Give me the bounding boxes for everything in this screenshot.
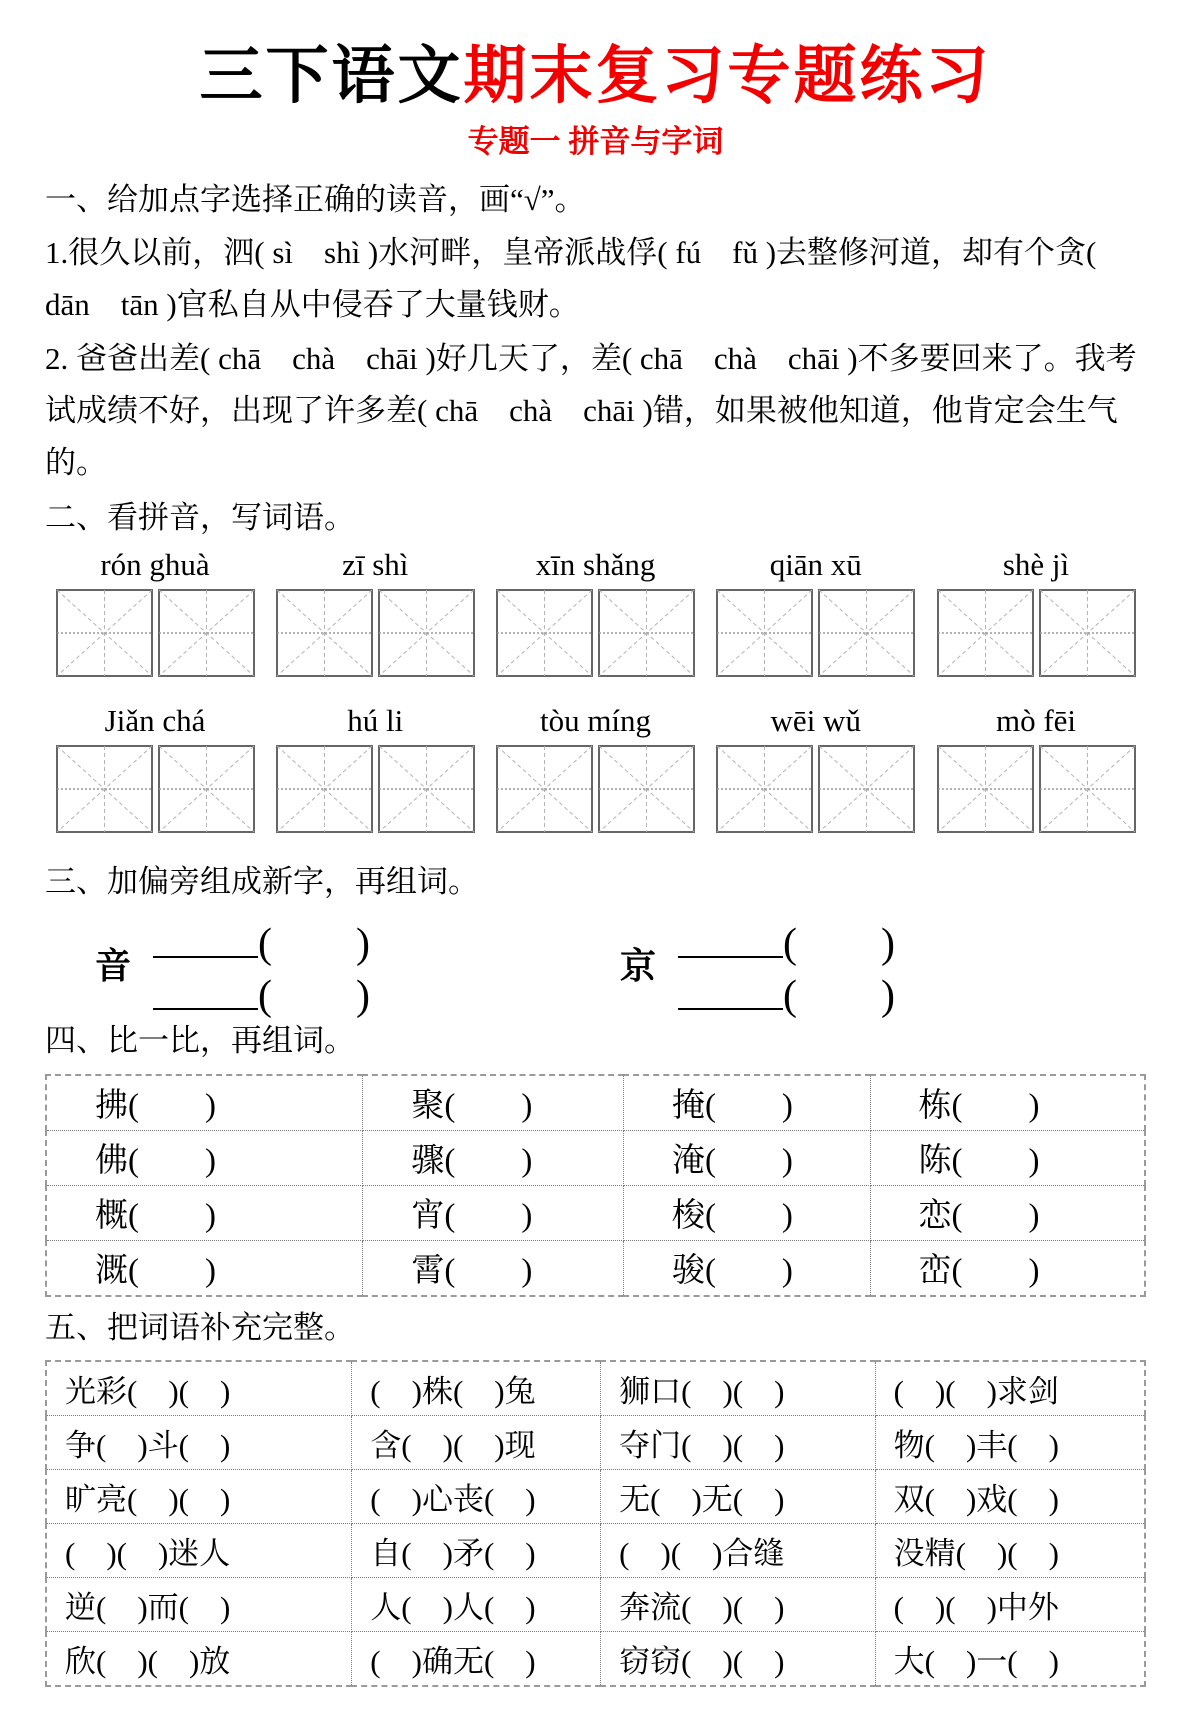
section1-item-1: 1.很久以前，泗( sì shì )水河畔，皇帝派战俘( fú fǔ )去整修河道，却有个贪( dān tān )官私自从中侵吞了大量钱财。: [45, 235, 1097, 323]
answer-lines: [678, 916, 895, 1020]
writing-grid-box: [1039, 589, 1136, 677]
radical-item: [620, 916, 895, 1020]
word-cell: 骏( ): [623, 1240, 870, 1296]
word-cell: 双( )戏( ): [875, 1470, 1145, 1524]
word-cell: 物( )丰( ): [875, 1416, 1145, 1470]
subtitle: 专题一 拼音与字词: [467, 124, 724, 160]
answer-line: [678, 968, 895, 1020]
writing-grid-box: [598, 745, 695, 833]
writing-grid-box: [56, 745, 153, 833]
answer-blank: [678, 970, 783, 1010]
writing-grid-box: [1039, 745, 1136, 833]
pinyin-word-group: [496, 545, 696, 677]
answer-blank: [153, 918, 258, 958]
pinyin-word-group: [936, 701, 1136, 833]
word-cell: ( )( )中外: [875, 1578, 1145, 1632]
pinyin-label: xīn shǎng: [535, 546, 656, 582]
word-cell: ( )( )求剑: [875, 1361, 1145, 1416]
writing-boxes: [276, 589, 475, 677]
word-cell: 争( )斗( ): [46, 1416, 352, 1470]
answer-blank: [678, 918, 783, 958]
pinyin-word-group: [275, 545, 475, 677]
word-cell: 欣( )( )放: [46, 1632, 352, 1687]
word-cell: 拂( ): [46, 1075, 363, 1131]
word-cell: 含( )( )现: [352, 1416, 601, 1470]
table-row: [46, 1240, 1145, 1296]
word-cell: 淹( ): [623, 1130, 870, 1185]
word-cell: 骤( ): [363, 1130, 624, 1185]
section-pronunciation: [45, 175, 1146, 489]
table-row: [46, 1130, 1145, 1185]
word-cell: 无( )无( ): [601, 1470, 876, 1524]
title-red-part: 期末复习专题练习: [463, 41, 992, 111]
page-title: [45, 40, 1146, 112]
word-cell: 概( ): [46, 1185, 363, 1240]
answer-blank: [153, 970, 258, 1010]
word-cell: 没精( )( ): [875, 1524, 1145, 1578]
pinyin-label: wēi wǔ: [770, 702, 861, 738]
base-character: 京: [620, 945, 657, 986]
section1-heading: 一、给加点字选择正确的读音，画“√”。: [45, 182, 586, 218]
pinyin-label: tòu míng: [539, 702, 652, 738]
writing-grid-box: [378, 589, 475, 677]
word-cell: 梭( ): [623, 1185, 870, 1240]
word-cell: 陈( ): [870, 1130, 1145, 1185]
writing-grid-box: [158, 745, 255, 833]
pinyin-label: Jiǎn chá: [104, 702, 206, 738]
word-parentheses: ( ): [258, 973, 370, 1020]
base-character: 音: [95, 945, 132, 986]
writing-grid-box: [496, 589, 593, 677]
pinyin-word-group: [716, 545, 916, 677]
word-cell: ( )( )迷人: [46, 1524, 352, 1578]
writing-boxes: [716, 745, 915, 833]
word-cell: 峦( ): [870, 1240, 1145, 1296]
word-cell: 窃窃( )( ): [601, 1632, 876, 1687]
word-parentheses: ( ): [783, 921, 895, 968]
writing-boxes: [496, 745, 695, 833]
pinyin-row: [45, 701, 1146, 833]
writing-boxes: [937, 589, 1136, 677]
writing-grid-box: [818, 589, 915, 677]
table-row: [46, 1470, 1145, 1524]
word-cell: 旷亮( )( ): [46, 1470, 352, 1524]
pinyin-word-group: [55, 545, 255, 677]
word-cell: 自( )矛( ): [352, 1524, 601, 1578]
word-cell: ( )确无( ): [352, 1632, 601, 1687]
answer-line: [153, 968, 370, 1020]
answer-line: [153, 916, 370, 968]
word-cell: ( )心丧( ): [352, 1470, 601, 1524]
compare-words-table: [45, 1074, 1146, 1297]
writing-grid-box: [937, 589, 1034, 677]
word-cell: 恋( ): [870, 1185, 1145, 1240]
table-row: [46, 1075, 1145, 1131]
word-cell: 掩( ): [623, 1075, 870, 1131]
writing-boxes: [276, 745, 475, 833]
word-cell: ( )( )合缝: [601, 1524, 876, 1578]
word-cell: 佛( ): [46, 1130, 363, 1185]
word-cell: 聚( ): [363, 1075, 624, 1131]
writing-grid-box: [716, 745, 813, 833]
word-cell: 光彩( )( ): [46, 1361, 352, 1416]
pinyin-word-group: [275, 701, 475, 833]
table-row: [46, 1578, 1145, 1632]
word-cell: 溉( ): [46, 1240, 363, 1296]
writing-grid-box: [276, 745, 373, 833]
word-cell: 栋( ): [870, 1075, 1145, 1131]
writing-boxes: [56, 745, 255, 833]
pinyin-row: [45, 545, 1146, 677]
pinyin-label: hú li: [347, 702, 404, 738]
pinyin-label: shè jì: [1002, 546, 1070, 582]
complete-idioms-table: [45, 1360, 1146, 1687]
word-parentheses: ( ): [258, 921, 370, 968]
answer-lines: [153, 916, 370, 1020]
section2-heading: 二、看拼音，写词语。: [45, 500, 355, 536]
pinyin-word-group: [55, 701, 255, 833]
writing-grid-box: [378, 745, 475, 833]
table-row: [46, 1632, 1145, 1687]
word-cell: 奔流( )( ): [601, 1578, 876, 1632]
pinyin-label: qiān xū: [769, 546, 862, 582]
writing-boxes: [496, 589, 695, 677]
pinyin-word-group: [936, 545, 1136, 677]
word-cell: 人( )人( ): [352, 1578, 601, 1632]
section-compare-words: [45, 1016, 1146, 1297]
section1-item-2: 2. 爸爸出差( chā chà chāi )好几天了，差( chā chà chāi )不多要回来了。我考试成绩不好，出现了许多差( chā chà chāi )错，如果被他知道，他肯定会生气的。: [45, 341, 1137, 481]
writing-grid-box: [937, 745, 1034, 833]
writing-grid-box: [598, 589, 695, 677]
answer-line: [678, 916, 895, 968]
word-cell: 狮口( )( ): [601, 1361, 876, 1416]
section-pinyin-writing: [45, 493, 1146, 833]
word-cell: 宵( ): [363, 1185, 624, 1240]
section3-heading: 三、加偏旁组成新字，再组词。: [45, 863, 479, 899]
pinyin-word-group: [496, 701, 696, 833]
section-radicals: [45, 857, 1146, 1020]
writing-boxes: [937, 745, 1136, 833]
pinyin-label: rón ghuà: [100, 546, 210, 582]
writing-boxes: [716, 589, 915, 677]
section4-heading: 四、比一比，再组词。: [45, 1023, 355, 1059]
writing-boxes: [56, 589, 255, 677]
table-row: [46, 1361, 1145, 1416]
pinyin-label: zī shì: [342, 546, 409, 582]
table-row: [46, 1524, 1145, 1578]
writing-grid-box: [716, 589, 813, 677]
word-cell: 逆( )而( ): [46, 1578, 352, 1632]
worksheet-page: [0, 40, 1191, 1687]
writing-grid-box: [56, 589, 153, 677]
table-row: [46, 1416, 1145, 1470]
word-parentheses: ( ): [783, 973, 895, 1020]
writing-grid-box: [496, 745, 593, 833]
writing-grid-box: [158, 589, 255, 677]
word-cell: 霄( ): [363, 1240, 624, 1296]
pinyin-word-group: [716, 701, 916, 833]
title-black-part: 三下语文: [199, 41, 464, 111]
table-row: [46, 1185, 1145, 1240]
pinyin-label: mò fēi: [995, 702, 1077, 738]
section5-heading: 五、把词语补充完整。: [45, 1309, 355, 1345]
word-cell: 夺门( )( ): [601, 1416, 876, 1470]
writing-grid-box: [818, 745, 915, 833]
word-cell: 大( )一( ): [875, 1632, 1145, 1687]
section-complete-idioms: [45, 1303, 1146, 1688]
word-cell: ( )株( )兔: [352, 1361, 601, 1416]
pinyin-grid-area: [45, 545, 1146, 833]
writing-grid-box: [276, 589, 373, 677]
radical-exercise-row: [45, 916, 1146, 1020]
radical-item: [95, 916, 370, 1020]
